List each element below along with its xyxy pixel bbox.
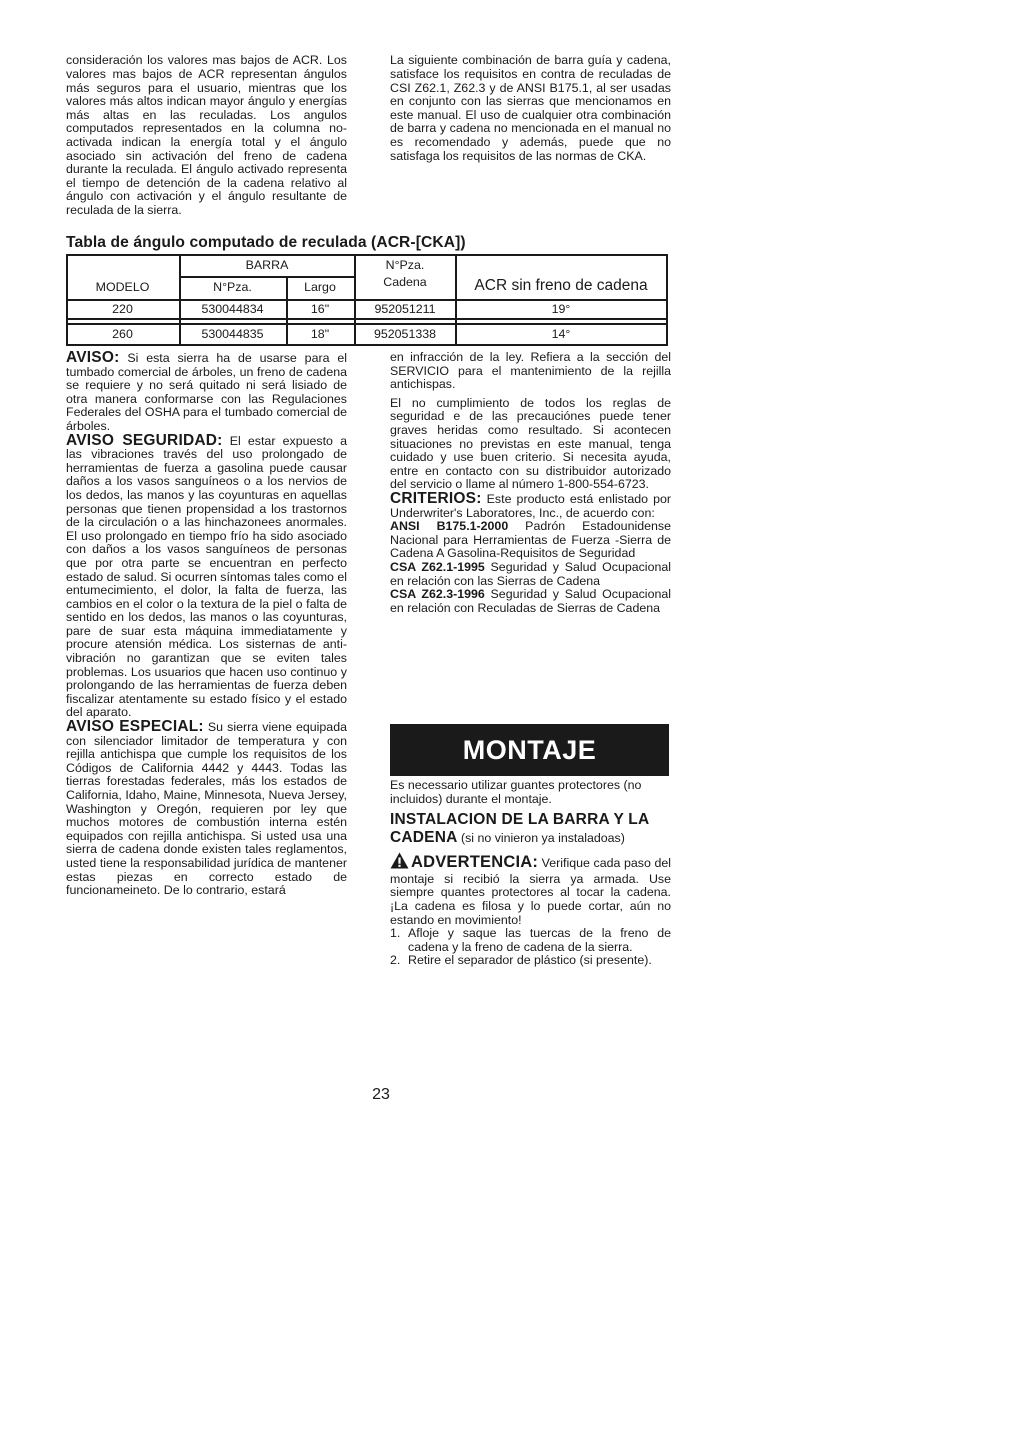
standard-text: Padrón Estadounidense Nacional para Herramientas de Fuerza -Sierra de Cadena A Gasolina-Requisitos de Seguridad <box>390 519 671 561</box>
list-item <box>390 927 671 954</box>
table-divider <box>179 276 355 278</box>
step-number: 2. <box>390 953 401 968</box>
table-divider <box>66 323 668 325</box>
standard-code: CSA Z62.3-1996 <box>390 587 485 602</box>
aviso-seguridad-paragraph <box>66 431 348 720</box>
step-number: 1. <box>390 926 401 941</box>
montaje-section <box>390 779 671 968</box>
standard-code: ANSI B175.1-2000 <box>390 519 509 534</box>
intro-paragraph-right: La siguiente combinación de barra guía y cadena, satisface los requisitos en contra de reculadas de CSI Z62.1, Z62.3 y de ANSI B175.1, al ser usadas en conjunto con las sierras que mencionamos en este manual. El uso de cualquier otra combinación de barra y cadena no mencionada en el manual no es recomendado y además, puede que no satisfaga los requisitos de las normas de CKA. <box>390 53 671 163</box>
cell-acr: 14° <box>551 327 571 341</box>
header-cadena: Cadena <box>383 275 427 289</box>
criterios-text: Este producto está enlistado por Underwriter's Laboratores, Inc., de acuerdo con: <box>390 491 671 520</box>
standard-text: Seguridad y Salud Ocupacional en relación con las Sierras de Cadena <box>390 559 671 588</box>
cell-modelo: 260 <box>112 327 133 341</box>
aviso-label: AVISO: <box>66 349 120 366</box>
advertencia-paragraph <box>390 852 671 927</box>
advertencia-label: ADVERTENCIA: <box>411 853 539 872</box>
criterios-label: CRITERIOS: <box>390 489 482 507</box>
aviso-text: Si esta sierra ha de usarse para el tumbado comercial de árboles, un freno de cadena se requiere y no será quitado ni será lisiado de otra manera conformarse con las Regulaciones Federales del OSHA para el tumbado comercial de árboles. <box>66 351 347 433</box>
table-border <box>66 254 668 256</box>
cell-acr: 19° <box>551 302 571 316</box>
header-barra: BARRA <box>245 258 289 272</box>
cumplimiento-paragraph: El no cumplimiento de todos los reglas de seguridad e de las precauciónes puede tener graves heridas como resultado. Si acontecen situaciones no previstas en este manual, tenga cuidado y use buen criterio. Si necesita ayuda, entre en contacto con su distribuidor autorizado del servicio o llame al número 1-800-554-6723. <box>390 395 671 492</box>
page-number: 23 <box>372 1086 390 1103</box>
aviso-especial-text: Su sierra viene equipada con silenciador limitador de temperatura y con rejilla antichispa que cumple los requisitos de los Códigos de California 4442 y 4443. Todas las tierras forestadas federales, más los estados de California, Idaho, Maine, Minnesota, Nueva Jersey, Washington y Oregón, requieren por ley que muchos motores de combustión interna estén equipados con rejilla antichispa. Si usted usa una sierra de cadena donde existen tales reglamentos, usted tiene la responsabilidad jurídica de mantener estas piezas en correcto estado de funcionameineto. De lo contrario, estará <box>66 720 347 898</box>
intro-paragraph-left: consideración los valores mas bajos de ACR. Los valores mas bajos de ACR representan ángulos más seguros para el usuario, mientras que los valores más altos indican mayor ángulo y energías más altas en las reculadas. Los angulos computados representados en la columna no-activada indican la energía total y el ángulo asociado sin activación del freno de cadena durante la reculada. El ángulo activado representa el tiempo de detención de la cadena relativo al ángulo con activación y el ángulo resultante de reculada de la sierra. <box>66 53 347 217</box>
aviso-paragraph <box>66 351 347 434</box>
advertencia-text: Verifique cada paso del montaje si recibió la sierra ya armada. Use siempre quantes protectores al tocar la cadena. ¡La cadena es filosa y lo puede cortar, aún no estando en movimiento! <box>390 856 671 927</box>
montaje-steps <box>390 927 671 968</box>
aviso-especial-label: AVISO ESPECIAL: <box>66 718 204 736</box>
warning-triangle-icon <box>390 852 409 873</box>
cell-modelo: 220 <box>112 302 133 316</box>
standard-item <box>390 561 671 588</box>
montaje-banner: MONTAJE <box>390 724 669 776</box>
standard-item <box>390 520 671 561</box>
instalacion-heading-note: (si no vinieron ya instaladoas) <box>457 831 625 846</box>
cell-cadena: 952051211 <box>374 302 436 316</box>
step-text: Retire el separador de plástico (si presente). <box>408 953 652 968</box>
table-border <box>66 344 668 346</box>
standard-code: CSA Z62.1-1995 <box>390 559 485 574</box>
list-item <box>390 954 671 968</box>
table-divider <box>66 318 668 320</box>
montaje-intro: Es necessario utilizar guantes protectores (no incluidos) durante el montaje. <box>390 778 642 806</box>
acr-table <box>66 254 668 346</box>
aviso-seguridad-label: AVISO SEGURIDAD: <box>66 431 223 449</box>
cell-largo: 16" <box>310 302 330 316</box>
standard-item <box>390 588 671 615</box>
instalacion-heading-block <box>390 811 671 847</box>
criterios-paragraph <box>390 489 671 520</box>
left-column <box>66 351 347 898</box>
cell-cadena: 952051338 <box>373 327 437 341</box>
table-divider <box>66 299 668 301</box>
aviso-especial-paragraph <box>66 720 347 898</box>
cell-barra-npza: 530044835 <box>201 327 264 341</box>
instalacion-heading: INSTALACION DE LA BARRA Y LA CADENA <box>390 811 649 847</box>
cell-barra-npza: 530044834 <box>201 302 264 316</box>
infraccion-paragraph: en infracción de la ley. Refiera a la sección del SERVICIO para el mantenimiento de la rejilla antichispas. <box>390 350 671 392</box>
table-title: Tabla de ángulo computado de reculada (ACR-[CKA]) <box>66 234 466 251</box>
header-modelo: MODELO <box>95 280 150 294</box>
step-text: Afloje y saque las tuercas de la freno de cadena y la freno de cadena de la sierra. <box>408 926 671 954</box>
right-column <box>390 351 671 615</box>
cell-largo: 18" <box>310 327 330 341</box>
standard-text: Seguridad y Salud Ocupacional en relación con Reculadas de Sierras de Cadena <box>390 587 671 615</box>
header-cadena-npza: N°Pza. <box>385 258 425 272</box>
header-barra-npza: N°Pza. <box>213 280 252 294</box>
header-acr: ACR sin freno de cadena <box>474 277 648 294</box>
header-largo: Largo <box>304 280 336 294</box>
aviso-seguridad-text: El estar expuesto a las vibraciones través del uso prolongado de herramientas de fuerza a gasolina puede causar daños a los vasos sanguíneos o a los nervios de los dedos, las manos y las coyunturas en aquellas personas que tienen propensidad a los trastornos de la circulación o a las hinchazonees anormales. El uso prolongado en tiempo frío ha sido asociado con daños a los vasos sanguíneos de personas que por otra parte se encuentran en perfecto estado de salud. Si ocurren síntomas tales como el entumecimiento, el dolor, la falta de fuerza, las cambios en el color o la textura de la piel o falta de sentido en los dedos, las manos o las coyunturas, pare de suar esta máquina immediatamente y procure atensión médica. Los sisternas de anti-vibración no garantizan que se eviten tales problemas. Los usuarios que hacen uso continuo y prolongando de las herramientas de fuerza deben fiscalizar atentamente su estado físico y el estado del aparato. <box>66 433 348 720</box>
